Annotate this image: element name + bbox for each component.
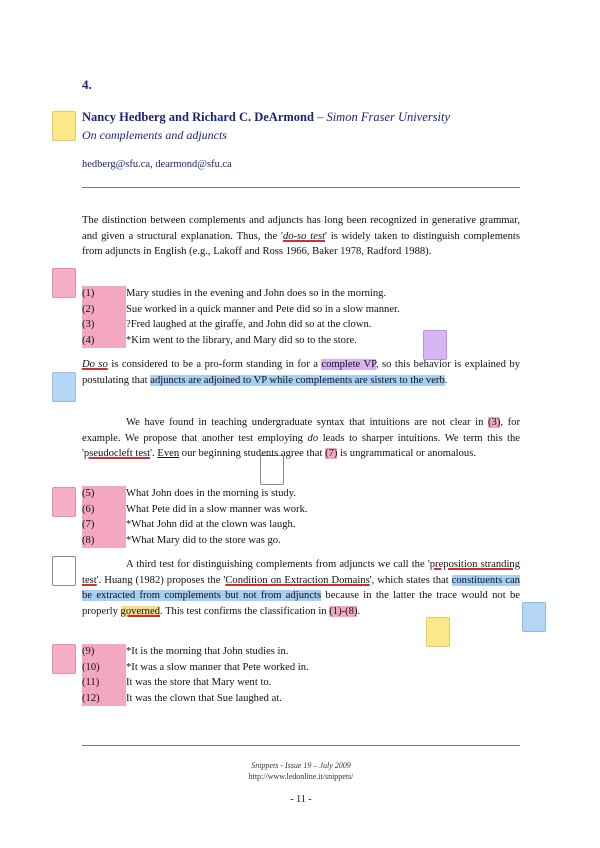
author-names: Nancy Hedberg and Richard C. DeArmond (82, 110, 314, 124)
page-number: - 11 - (290, 794, 312, 805)
authors-line (82, 110, 450, 125)
paragraph-do-so: Do so is considered to be a pro-form standing in for a complete VP, so this behavior is explained by postulating that adjuncts are adjoined to VP while complements are sisters to the verb. (82, 359, 520, 386)
examples-list-1 (82, 286, 522, 348)
sticky-note-icon[interactable] (426, 617, 450, 647)
sticky-note-icon[interactable] (52, 111, 76, 141)
example-item: (10) *It was a slow manner that Pete worked in. (82, 660, 522, 676)
sticky-note-icon[interactable] (52, 372, 76, 402)
example-item: (9) *It is the morning that John studies in. (82, 644, 522, 660)
article-title: On complements and adjuncts (82, 128, 227, 142)
example-item: (11) It was the store that Mary went to. (82, 675, 522, 691)
header-divider (82, 187, 520, 188)
highlight-adjuncts[interactable]: adjuncts are adjoined to VP while complements are sisters to the verb (150, 374, 445, 386)
sticky-note-icon[interactable] (522, 602, 546, 632)
author-emails: hedberg@sfu.ca, dearmond@sfu.ca (82, 159, 232, 170)
affiliation: – Simon Fraser University (317, 110, 451, 124)
sticky-note-icon[interactable] (52, 644, 76, 674)
examples-list-3 (82, 644, 522, 706)
footer-divider (82, 745, 520, 746)
example-item: (8) *What Mary did to the store was go. (82, 533, 522, 549)
section-number: 4. (82, 77, 92, 92)
sticky-note-icon[interactable] (52, 556, 76, 586)
example-item: (1) Mary studies in the evening and John does so in the morning. (82, 286, 522, 302)
paragraph-pseudocleft: We have found in teaching undergraduate syntax that intuitions are not clear in (3), for example. We propose that another test employing do leads to sharper intuitions. We term this the 'pseudocleft test'. Even our beginning students agree that (7) is ungrammatical or anomalous. (82, 417, 521, 459)
paragraph-intro: The distinction between complements and adjuncts has long been recognized in generative grammar, and given a structural explanation. Thus, the 'do-so test' is widely taken to distinguish complements from adjuncts in English (e.g., Lakoff and Ross 1966, Baker 1978, Radford 1988). (82, 215, 520, 257)
footer-journal: Snippets - Issue 19 – July 2009 (251, 761, 351, 770)
example-item: (6) What Pete did in a slow manner was work. (82, 502, 522, 518)
highlight-constituents[interactable]: constituents can be extracted from complements but not from adjuncts (82, 574, 520, 601)
example-item: (4) *Kim went to the library, and Mary did so to the store. (82, 333, 522, 349)
pseudocleft-term[interactable]: pseudocleft test (83, 448, 151, 459)
footer-url[interactable]: http://www.ledonline.it/snippets/ (248, 772, 354, 781)
example-item: (5) What John does in the morning is study. (82, 486, 522, 502)
example-item: (2) Sue worked in a quick manner and Pete did so in a slow manner. (82, 302, 522, 318)
examples-list-2 (82, 486, 522, 548)
ced-term[interactable]: Condition on Extraction Domains (225, 574, 370, 586)
sticky-note-icon[interactable] (52, 487, 76, 517)
example-item: (7) *What John did at the clown was laugh. (82, 517, 522, 533)
preposition-stranding-term[interactable]: preposition stranding test (82, 559, 520, 586)
sticky-note-icon[interactable] (52, 268, 76, 298)
highlight-governed[interactable]: governed (120, 605, 160, 617)
example-item: (3) ?Fred laughed at the giraffe, and John did so at the clown. (82, 317, 522, 333)
example-item: (12) It was the clown that Sue laughed at. (82, 691, 522, 707)
paragraph-preposition-stranding: A third test for distinguishing complements from adjuncts we call the 'preposition stranding test'. Huang (1982) proposes the 'Condition on Extraction Domains', which states that constituents can be extracted from complements but not from adjuncts because in the latter the trace would not be properly governed. This test confirms the classification in (1)-(8). (82, 559, 520, 617)
do-so-test-term[interactable]: do-so test (282, 230, 326, 242)
highlight-complete-vp[interactable]: complete VP (321, 359, 376, 370)
